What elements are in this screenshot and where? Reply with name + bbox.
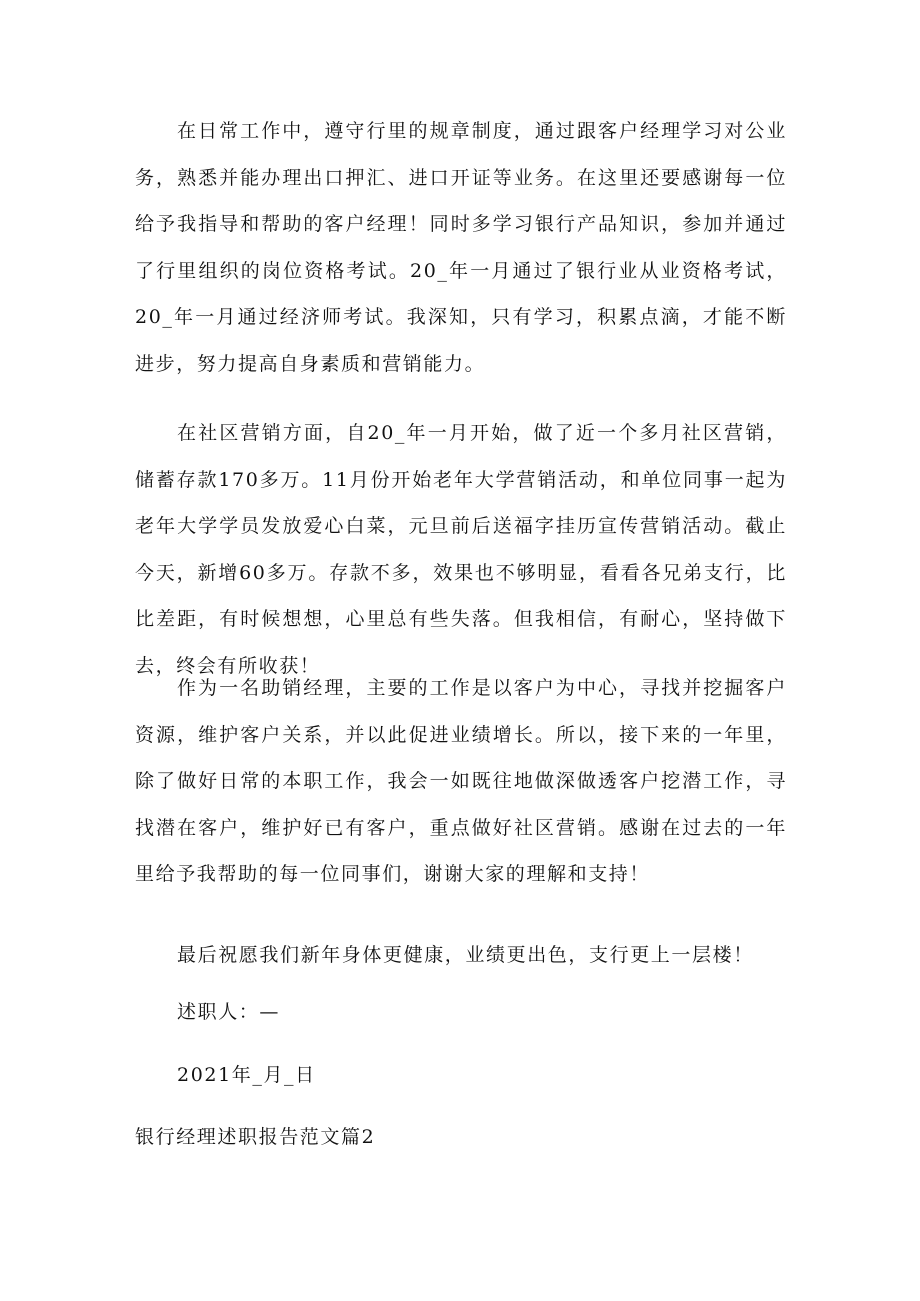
report-date: 2021年_月_日 <box>177 1064 316 1086</box>
reporter-signature: 述职人：— <box>177 1001 281 1023</box>
closing-wish: 最后祝愿我们新年身体更健康，业绩更出色，支行更上一层楼！ <box>177 944 754 966</box>
paragraph-daily-work: 在日常工作中，遵守行里的规章制度，通过跟客户经理学习对公业务，熟悉并能办理出口押汇、进口开证等业务。在这里还要感谢每一位给予我指导和帮助的客户经理！同时多学习银行产品知识，参加并通过了行里组织的岗位资格考试。20_年一月通过了银行业从业资格考试，20_年一月通过经济师考试。我深知，只有学习，积累点滴，才能不断进步，努力提高自身素质和营销能力。 <box>135 120 787 375</box>
paragraph-community-marketing: 在社区营销方面，自20_年一月开始，做了近一个多月社区营销，储蓄存款170多万。11月份开始老年大学营销活动，和单位同事一起为老年大学学员发放爱心白菜，元旦前后送福字挂历宣传营销活动。截止今天，新增60多万。存款不多，效果也不够明显，看看各兄弟支行，比比差距，有时候想想，心里总有些失落。但我相信，有耐心，坚持做下去，终会有所收获！ <box>135 422 787 677</box>
paragraph-sales-manager-role: 作为一名助销经理，主要的工作是以客户为中心，寻找并挖掘客户资源，维护客户关系，并以此促进业绩增长。所以，接下来的一年里，除了做好日常的本职工作，我会一如既往地做深做透客户挖潜工作，寻找潜在客户，维护好已有客户，重点做好社区营销。感谢在过去的一年里给予我帮助的每一位同事们，谢谢大家的理解和支持！ <box>135 677 787 885</box>
next-section-title: 银行经理述职报告范文篇2 <box>135 1126 376 1148</box>
